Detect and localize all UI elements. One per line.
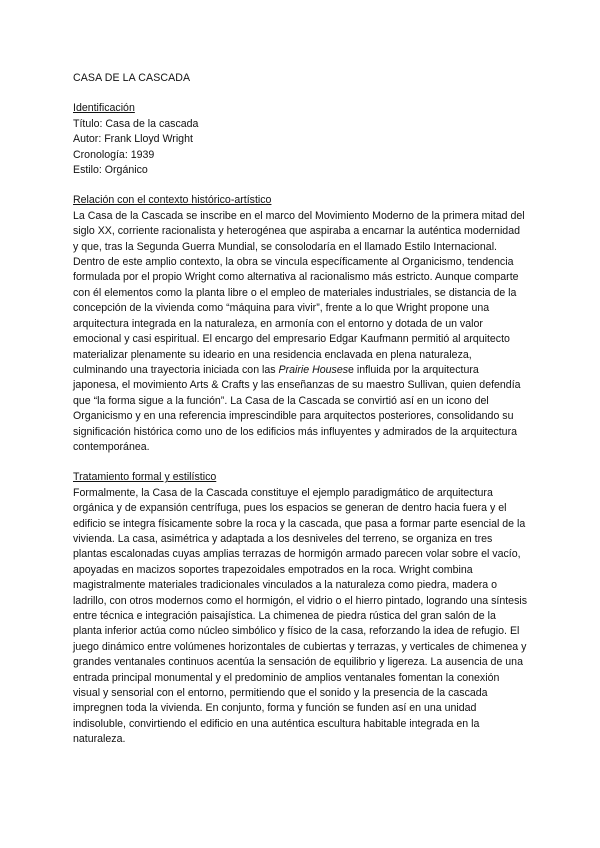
context-text-part-2: e influida por la arquitectura japonesa, el movimiento Arts & Crafts y las enseñanzas de su maestro Sullivan, quien defendía que “la forma sigue a la función”. La Casa de la Cascada se convirtió así en un icono del Organicismo y en una referencia imprescindible para arquitectos posteriores, consolidando su significación histórica como uno de los edificios más influyentes y admirados de la arquitectura contemporánea. [73,363,521,453]
context-text-part-1: La Casa de la Cascada se inscribe en el marco del Movimiento Moderno de la primera mitad del siglo XX, corriente racionalista y heterogénea que aspiraba a encarnar la auténtica modernidad y que, tras la Segunda Guerra Mundial, se consolodaría en el llamado Estilo Internacional. Dentro de este amplio contexto, la obra se vincula específicamente al Organicismo, tendencia formulada por el propio Wright como alternativa al racionalismo más estricto. Aunque comparte con él elementos como la planta libre o el empleo de materiales industriales, se distancia de la concepción de la vivienda como “máquina para vivir”, frente a lo que Wright propone una arquitectura integrada en la naturaleza, en armonía con el entorno y dotada de un valor emocional y casi espiritual. El encargo del empresario Edgar Kaufmann permitió al arquitecto materializar plenamente su ideario en una residencia enclavada en plena naturaleza, culminando una trayectoria iniciada con las [73,209,525,376]
document-page [73,71,527,763]
formal-heading: Tratamiento formal y estilístico [73,471,217,484]
formal-paragraph: Formalmente, la Casa de la Cascada constituye el ejemplo paradigmático de arquitectura orgánica y de expansión centrífuga, pues los espacios se generan de dentro hacia fuera y el edificio se integra físicamente sobre la roca y la cascada, que pasa a formar parte esencial de la vivienda. La casa, asimétrica y adaptada a los desniveles del terreno, se organiza en tres plantas escalonadas cuyas amplias terrazas de hormigón armado parecen volar sobre el vacío, apoyadas en macizos soportes trapezoidales empotrados en la roca. Wright combina magistralmente materiales tradicionales vinculados a la naturaleza como piedra, madera o ladrillo, con otros modernos como el hormigón, el vidrio o el hierro pintado, logrando una síntesis entre técnica e integración paisajística. La chimenea de piedra rústica del gran salón de la planta inferior actúa como núcleo simbólico y físico de la casa, reforzando la idea de refugio. El juego dinámico entre volúmenes horizontales de cubiertas y terrazas, y verticales de chimenea y grandes ventanales continuos acentúa la sensación de equilibrio y ligereza. La ausencia de una entrada principal monumental y el predominio de amplios ventanales fomentan la conexión visual y sensorial con el entorno, permitiendo que el sonido y la presencia de la cascada impregnen toda la vivienda. En conjunto, forma y función se funden así en una unidad indisoluble, convirtiendo el edificio en una auténtica escultura habitable integrada en la naturaleza. [73,486,528,746]
field-style: Estilo: Orgánico [73,164,148,177]
context-section [73,193,527,455]
identification-heading: Identificación [73,102,135,115]
formal-section [73,470,527,747]
context-paragraph [73,209,527,456]
field-chronology: Cronología: 1939 [73,148,155,161]
document-title: CASA DE LA CASCADA [73,72,191,84]
field-author: Autor: Frank Lloyd Wright [73,133,193,146]
context-heading: Relación con el contexto histórico-artístico [73,194,272,207]
identification-section [73,101,527,178]
context-italic-term: Prairie Houses [278,363,349,376]
field-title: Título: Casa de la cascada [73,117,199,130]
